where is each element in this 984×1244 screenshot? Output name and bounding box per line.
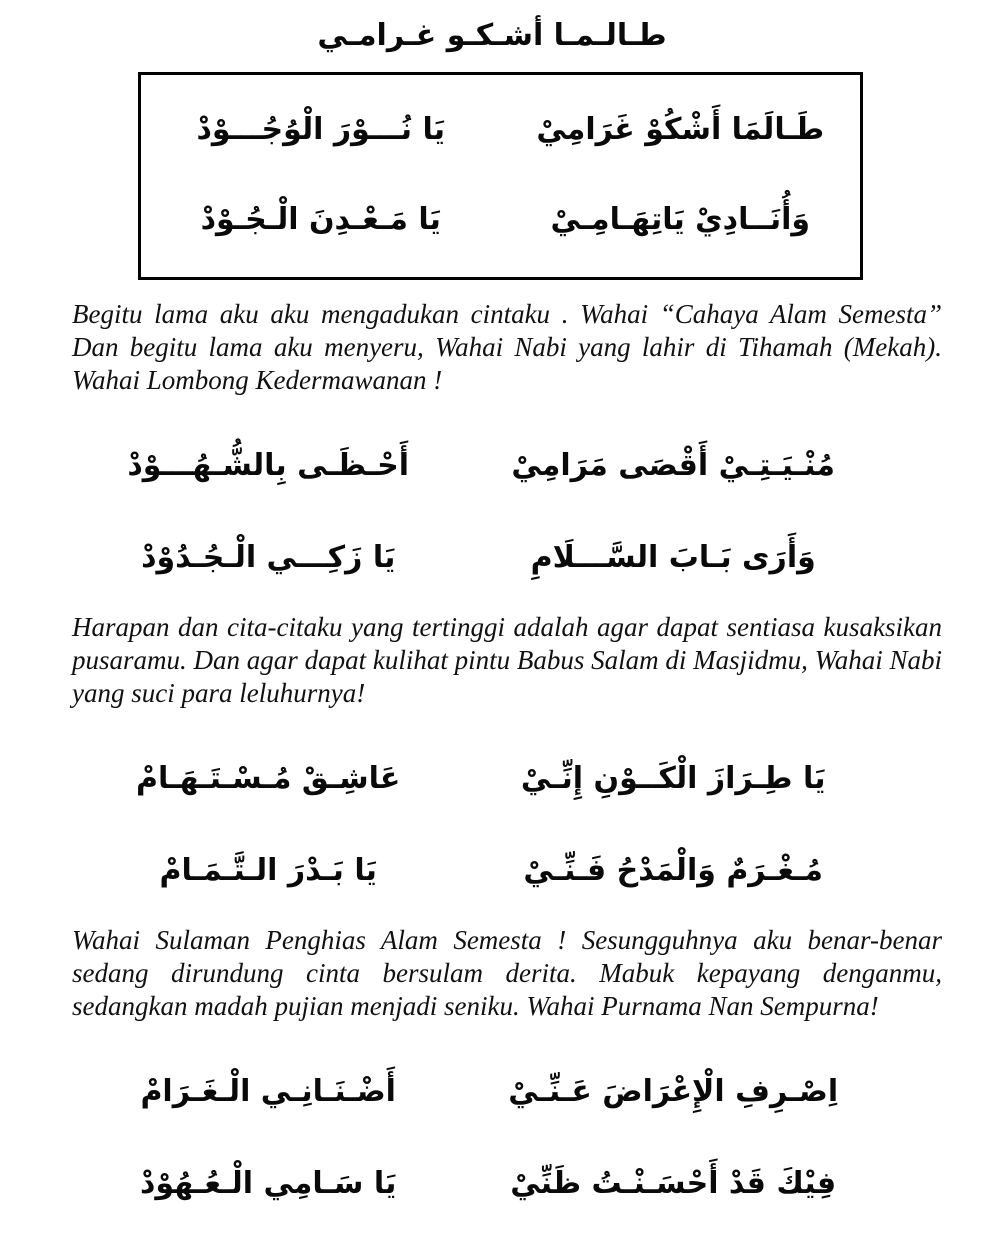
verse-line bbox=[90, 523, 900, 593]
verse-group bbox=[90, 1057, 900, 1219]
hemistich-first: اِصْـرِفِ الْإِعْرَاضَ عَـنِّـيْ bbox=[508, 1074, 839, 1109]
verse-line bbox=[90, 1149, 900, 1219]
hemistich-second: يَا زَكِـــي الْـجُـدُوْدْ bbox=[141, 540, 396, 575]
translation-paragraph: Wahai Sulaman Penghias Alam Semesta ! Sesungguhnya aku benar-benar sedang dirundung cinta bersulam derita. Mabuk kepayang denganmu, sedangkan madah pujian menjadi seniku. Wahai Purnama Nan Sempurna! bbox=[72, 925, 942, 1021]
translation-paragraph: Begitu lama aku aku mengadukan cintaku . Wahai “Cahaya Alam Semesta” Dan begitu lama aku menyeru, Wahai Nabi yang lahir di Tihamah (Mekah). Wahai Lombong Kedermawanan ! bbox=[72, 299, 942, 395]
verse-group bbox=[90, 431, 900, 593]
verse-line bbox=[90, 1057, 900, 1127]
hemistich-second: أَحْـظَـى بِالشُّـهُـــوْدْ bbox=[127, 448, 410, 483]
hemistich-second: أَضْـنَـانِـي الْـغَـرَامْ bbox=[140, 1074, 396, 1109]
hemistich-first: فِيْكَ قَدْ أَحْسَـنْـتُ ظَنِّيْ bbox=[510, 1166, 837, 1201]
boxed-verse-frame bbox=[138, 72, 863, 280]
hemistich-first: مُنْـيَـتِـيْ أَقْصَى مَرَامِيْ bbox=[511, 448, 835, 483]
hemistich-second: يَا مَـعْـدِنَ الْـجُـوْدْ bbox=[200, 202, 441, 237]
hemistich-second: يَا سَـامِي الْـعُـهُوْدْ bbox=[140, 1166, 397, 1201]
verse-group bbox=[90, 744, 900, 906]
hemistich-first: وَأُنَــادِيْ يَاتِهَـامِـيْ bbox=[550, 202, 811, 237]
poem-title: طـالـمـا أشـكـو غـرامـي bbox=[317, 18, 667, 53]
hemistich-second: عَاشِـقْ مُـسْـتَـهَـامْ bbox=[136, 761, 401, 796]
hemistich-first: مُـغْـرَمٌ وَالْمَدْحُ فَـنِّـيْ bbox=[523, 853, 823, 888]
hemistich-first: يَا طِـرَازَ الْكَــوْنِ إِنِّـيْ bbox=[520, 761, 826, 796]
verse-line bbox=[141, 85, 860, 175]
hemistich-first: طَـالَمَا أَشْكُوْ غَرَامِيْ bbox=[536, 112, 825, 147]
verse-line bbox=[90, 836, 900, 906]
hemistich-first: وَأَرَى بَـابَ السَّـــلَامِ bbox=[530, 540, 816, 575]
hemistich-second: يَا بَـدْرَ الـتَّـمَـامْ bbox=[159, 853, 377, 888]
translation-paragraph: Harapan dan cita-citaku yang tertinggi adalah agar dapat sentiasa kusaksikan pusaramu. Dan agar dapat kulihat pintu Babus Salam di Masjidmu, Wahai Nabi yang suci para leluhurnya! bbox=[72, 612, 942, 708]
verse-line bbox=[90, 431, 900, 501]
verse-line bbox=[141, 175, 860, 265]
hemistich-second: يَا نُـــوْرَ الْوُجُـــوْدْ bbox=[196, 112, 445, 147]
verse-line bbox=[90, 744, 900, 814]
